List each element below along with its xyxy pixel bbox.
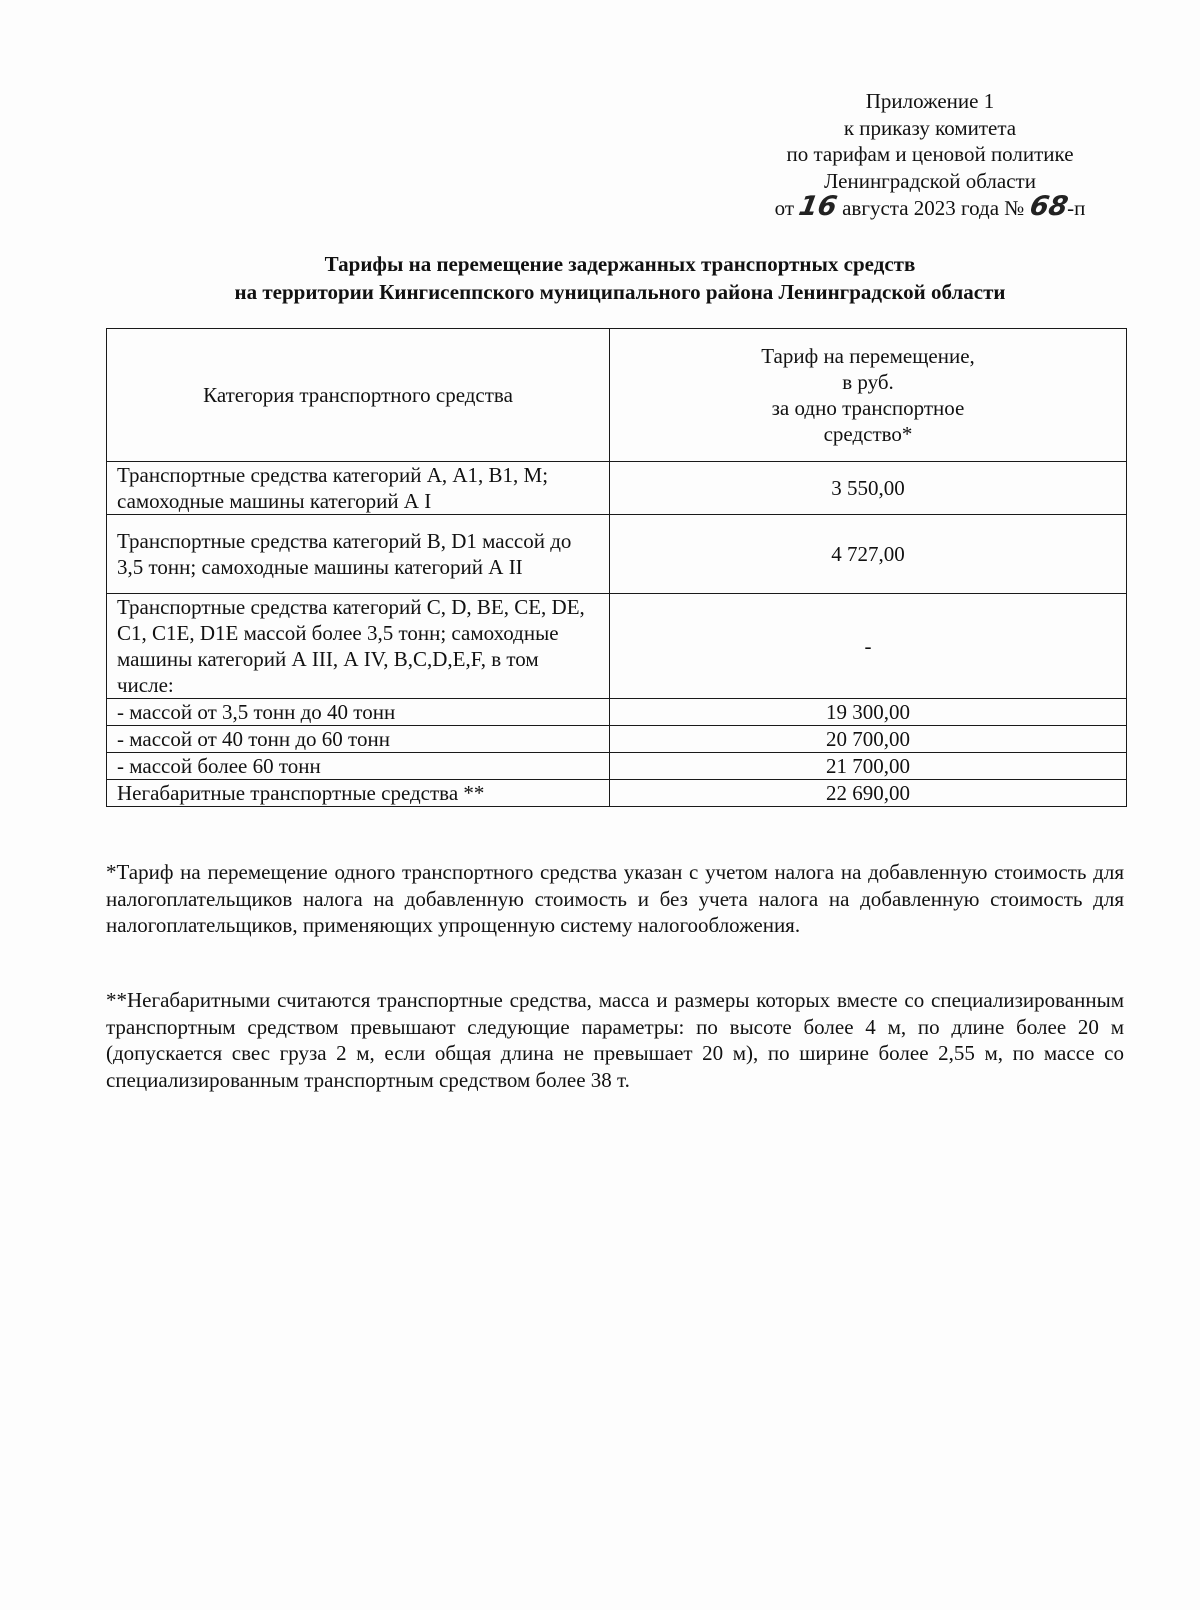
header-tariff-line-1: Тариф на перемещение, [761,344,975,368]
table-row [107,462,1127,515]
table-row [107,726,1127,753]
appendix-date-line [740,191,1120,222]
row-tariff: - [610,594,1127,699]
handwritten-order-number: 68 [1026,191,1071,222]
table-row [107,753,1127,780]
title-line-2: на территории Кингисеппского муниципального района Ленинградской области [234,280,1006,304]
header-tariff-line-3: за одно транспортное [771,396,965,420]
appendix-line-3: по тарифам и ценовой политике [786,142,1074,166]
table-row [107,699,1127,726]
footnote-oversize: **Негабаритными считаются транспортные средства, масса и размеры которых вместе со специализированным транспортным средством превышают следующие параметры: по высоте более 4 м, по длине более 20 м (допускается свес груза 2 м, если общая длина не превышает 20 м), по ширине более 2,55 м, по массе со специализированным транспортным средством более 38 т. [106,988,1124,1092]
table-header-row [107,329,1127,462]
header-category: Категория транспортного средства [107,329,610,462]
row-tariff: 20 700,00 [610,726,1127,753]
row-tariff: 19 300,00 [610,699,1127,726]
title-line-1: Тарифы на перемещение задержанных транспортных средств [324,252,916,276]
row-category: - массой более 60 тонн [107,753,610,780]
header-tariff [610,329,1127,462]
appendix-header [740,88,1120,222]
appendix-line-1: Приложение 1 [865,89,995,113]
row-category: - массой от 40 тонн до 60 тонн [107,726,610,753]
row-tariff: 21 700,00 [610,753,1127,780]
header-tariff-line-2: в руб. [842,370,894,394]
order-suffix: -п [1067,196,1086,220]
appendix-line-2: к приказу комитета [843,115,1017,140]
date-middle: августа 2023 года № [842,196,1025,220]
row-category: Негабаритные транспортные средства ** [107,780,610,807]
row-category: - массой от 3,5 тонн до 40 тонн [107,699,610,726]
row-tariff: 4 727,00 [610,515,1127,594]
row-tariff: 22 690,00 [610,780,1127,807]
document-title [100,250,1140,306]
handwritten-day: 16 [796,191,840,222]
row-category: Транспортные средства категорий В, D1 массой до 3,5 тонн; самоходные машины категорий А II [107,515,610,594]
table-row [107,594,1127,699]
date-prefix: от [774,196,795,220]
row-tariff: 3 550,00 [610,462,1127,515]
row-category: Транспортные средства категорий С, D, ВЕ, СЕ, DE, С1, С1Е, D1E массой более 3,5 тонн; самоходные машины категорий А III, А IV, В,С,D,E,F, в том числе: [107,594,610,699]
appendix-line-4: Ленинградской области [824,168,1036,193]
row-category: Транспортные средства категорий А, А1, В1, М; самоходные машины категорий А I [107,462,610,515]
table-row [107,780,1127,807]
footnote-vat: *Тариф на перемещение одного транспортного средства указан с учетом налога на добавленную стоимость для налогоплательщиков налога на добавленную стоимость и без учета налога на добавленную стоимость для налогоплательщиков, применяющих упрощенную систему налогообложения. [106,860,1124,937]
tariff-table [106,328,1127,807]
header-tariff-line-4: средство* [823,422,913,446]
table-row [107,515,1127,594]
